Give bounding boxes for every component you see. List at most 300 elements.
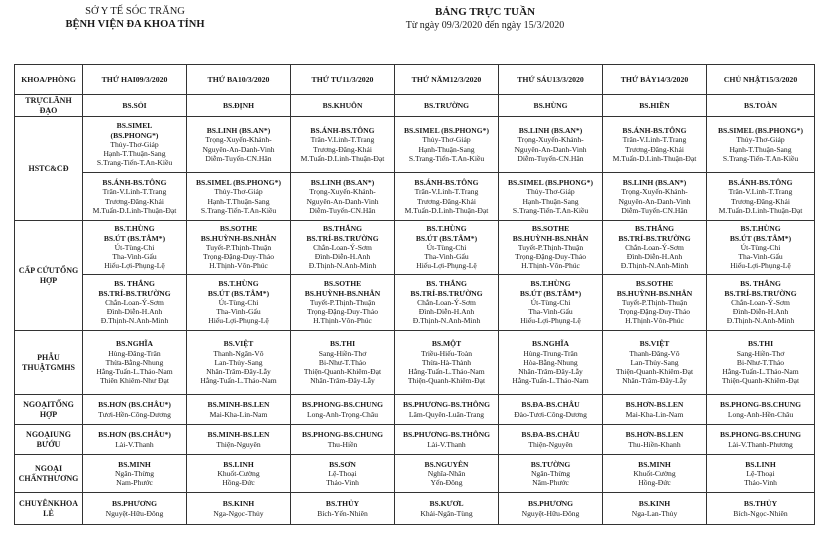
staff-names: Hằng-Tuấn-L.Thảo-Nam xyxy=(96,367,173,377)
staff-names: Chắn-Loan-Ý-Sơm xyxy=(313,242,372,252)
table-row xyxy=(15,425,815,455)
department-label-line: PHẪU THUẬT xyxy=(22,353,60,372)
table-row xyxy=(15,95,815,117)
doctor-name: BS.ÁNH-BS.TÔNG xyxy=(310,126,375,136)
doctor-name: BS.LINH (BS.AN*) xyxy=(518,126,583,136)
department-label-line: NGOẠI CHẤN xyxy=(18,464,63,483)
schedule-cell xyxy=(83,221,187,275)
schedule-cell xyxy=(603,395,707,425)
department-label-line: HSTC&CĐ xyxy=(28,163,69,173)
department-label xyxy=(15,221,83,331)
staff-names: Trọng-Xuyến-Khánh- xyxy=(205,135,272,145)
doctor-name: BS.TOÀN xyxy=(744,100,777,110)
staff-names: Sang-Hiền-Thơ xyxy=(318,348,367,358)
schedule-cell xyxy=(499,455,603,493)
doctor-name: BS.KINH xyxy=(222,499,255,509)
schedule-cell xyxy=(291,173,395,221)
staff-names: H.Thịnh-Võn-Phúc xyxy=(313,316,372,326)
staff-names: Trọng-Đặng-Duy-Thảo xyxy=(618,307,690,317)
staff-names: M.Tuấn-D.Linh-Thuận-Đạt xyxy=(718,205,803,215)
doctor-name: BS.KƯƠL xyxy=(429,499,464,509)
doctor-name: BS.SOTHE xyxy=(531,224,570,234)
staff-names: Hạnh-T.Thuận-Sang xyxy=(103,149,166,159)
staff-names: Chắn-Loan-Ý-Sơm xyxy=(625,242,684,252)
schedule-cell xyxy=(187,173,291,221)
staff-names: Lâm-Quyên-Luân-Trang xyxy=(408,409,485,419)
schedule-cell xyxy=(187,95,291,117)
staff-names: Nam-Phước xyxy=(116,478,153,488)
doctor-name: BS. THẮNG xyxy=(114,279,155,289)
department-label-line: KHOA LẺ xyxy=(43,499,79,518)
doctor-name: BS.SIMEL (BS.PHONG*) xyxy=(507,178,594,188)
staff-names: Mai-Kha-Lin-Nam xyxy=(625,409,684,419)
staff-names: Lan-Thủy-Sang xyxy=(630,357,679,367)
schedule-cell xyxy=(603,95,707,117)
schedule-cell xyxy=(395,455,499,493)
staff-names: Hạnh-T.Thuận-Sang xyxy=(729,144,792,154)
corner-header xyxy=(15,65,83,95)
staff-names: Nhân-Trâm-Đây-Lẫy xyxy=(518,367,583,377)
staff-names: Trân-V.Linh-T.Trang xyxy=(102,187,167,197)
staff-names: H.Thịnh-Võn-Phúc xyxy=(209,261,268,271)
staff-names: Nguyệt-Hữu-Đông xyxy=(105,508,164,518)
schedule-cell xyxy=(187,425,291,455)
schedule-cell xyxy=(499,95,603,117)
corner-label: PHÒNG xyxy=(47,74,76,84)
doctor-name: BS.LINH xyxy=(745,459,776,469)
doctor-name: BS.TƯỜNG xyxy=(530,459,571,469)
schedule-cell xyxy=(83,95,187,117)
staff-names: S.Trang-Tiến-T.An-Kiều xyxy=(408,153,485,163)
doctor-name: BS.THI xyxy=(747,339,774,349)
staff-names: Hồng-Đức xyxy=(222,478,255,488)
department-label-line: CHUYÊN xyxy=(18,499,54,509)
schedule-cell xyxy=(707,455,815,493)
schedule-cell xyxy=(707,173,815,221)
staff-names: M.Tuấn-D.Linh-Thuận-Đạt xyxy=(300,153,385,163)
doctor-name: BS.THỦY xyxy=(743,499,778,509)
org-hospital: BỆNH VIỆN ĐA KHOA TỈNH xyxy=(65,19,205,30)
staff-names: Nguyên-An-Danh-Vinh xyxy=(306,196,379,206)
doctor-name: BS.SIMEL (BS.PHONG*) xyxy=(403,126,490,136)
staff-names: Khuốt-Cường xyxy=(217,468,260,478)
doctor-name: BS.THỦY xyxy=(325,499,360,509)
staff-names: Thu-Hiền xyxy=(327,439,358,449)
schedule-cell xyxy=(187,275,291,331)
department-label-line: TỔNG HỢP xyxy=(39,400,74,419)
staff-names: Trân-V.Linh-T.Trang xyxy=(414,187,479,197)
department-label xyxy=(15,95,83,117)
staff-names: Thiện-Nguyên xyxy=(528,439,573,449)
department-label-line: CẤP CỨU xyxy=(18,266,55,276)
staff-names: S.Trang-Tiến-T.An-Kiều xyxy=(96,158,173,168)
staff-names: Triều-Hiếu-Toàn xyxy=(420,348,473,358)
doctor-name: BS.PHƯƠNG xyxy=(111,499,158,509)
doctor-name: BS.PHONG-BS.CHUNG xyxy=(719,400,801,410)
staff-names: Đ.Thịnh-N.Anh-Minh xyxy=(620,261,689,271)
doctor-name: BS.TRƯỜNG xyxy=(423,100,470,110)
doctor-name: BS. THẮNG xyxy=(740,279,781,289)
staff-names: Bi-Như-T.Thảo xyxy=(736,357,785,367)
doctor-name: BS.TRÍ-BS.TRƯỜNG xyxy=(306,233,379,243)
staff-names: Mai-Kha-Lin-Nam xyxy=(209,409,268,419)
day-header xyxy=(603,65,707,95)
doctor-name: BS.LINH (BS.AN*) xyxy=(206,126,271,136)
staff-names: Hằng-Tuấn-L.Thảo-Nam xyxy=(512,376,589,386)
schedule-cell xyxy=(83,173,187,221)
staff-names: Hạnh-Thuận-Sang xyxy=(522,196,579,206)
department-label xyxy=(15,331,83,395)
schedule-cell xyxy=(395,173,499,221)
staff-names: Tươi-Hền-Công-Dương xyxy=(98,409,171,419)
doctor-name: BS.HƠN (BS.CHÂU*) xyxy=(98,400,171,410)
staff-names: Thiện-Quanh-Khiêm-Đạt xyxy=(615,367,694,377)
doctor-name: BS.LINH (BS.AN*) xyxy=(310,178,375,188)
staff-names: Đình-Diễn-H.Anh xyxy=(418,307,475,317)
schedule-cell xyxy=(603,173,707,221)
doctor-name: BS.NGHĨA xyxy=(532,339,569,349)
schedule-cell xyxy=(291,395,395,425)
staff-names: Diễm-Tuyến-CN.Hân xyxy=(205,153,272,163)
day-name: THỨ BẢY xyxy=(620,74,657,84)
staff-names: Bích-Yến-Nhiên xyxy=(317,508,368,518)
doctor-name: BS.LINH (BS.AN*) xyxy=(622,178,687,188)
staff-names: Hiếu-Lợi-Phụng-Lệ xyxy=(104,261,165,271)
schedule-cell xyxy=(499,493,603,525)
table-row xyxy=(15,221,815,275)
doctor-name: BS.PHƯƠNG-BS.THÔNG xyxy=(402,430,491,440)
staff-names: Thủy-Thơ-Giáp xyxy=(422,135,471,145)
doctor-name: BS.TRÍ-BS.TRƯỜNG xyxy=(98,288,171,298)
schedule-cell xyxy=(187,221,291,275)
department-label xyxy=(15,395,83,425)
staff-names: Trân-V.Linh-T.Trang xyxy=(622,135,687,145)
day-header xyxy=(291,65,395,95)
staff-names: Út-Tùng-Chi xyxy=(426,242,467,252)
schedule-cell xyxy=(499,221,603,275)
staff-names: Nhân-Trâm-Đây-Lẫy xyxy=(622,376,687,386)
schedule-cell xyxy=(707,275,815,331)
department-label-line: NGOẠI xyxy=(26,430,54,440)
doctor-name: BS.HƠN-BS.LEN xyxy=(625,430,684,440)
department-label-line: NGOẠI xyxy=(23,400,51,410)
doctor-name: BS.ÚT (BS.TÂM*) xyxy=(207,288,270,298)
staff-names: Đình-Diễn-H.Anh xyxy=(626,252,683,262)
schedule-cell xyxy=(395,493,499,525)
schedule-cell xyxy=(707,493,815,525)
doctor-name: BS.HÙNG xyxy=(533,100,568,110)
department-label-line: TRỰC xyxy=(25,96,49,106)
staff-names: Hạnh-Thuận-Sang xyxy=(418,144,475,154)
staff-names: Chắn-Loan-Ý-Sơm xyxy=(105,297,164,307)
staff-names: Khuốt-Cường xyxy=(633,468,676,478)
staff-names: Nga-Lan-Thủy xyxy=(631,508,678,518)
staff-names: Trương-Đăng-Khải xyxy=(313,144,372,154)
schedule-cell xyxy=(603,221,707,275)
schedule-cell xyxy=(83,493,187,525)
staff-names: Lài-V.Thanh-Phương xyxy=(728,439,793,449)
schedule-cell xyxy=(291,331,395,395)
schedule-cell xyxy=(707,331,815,395)
department-label-line: GMHS xyxy=(50,362,75,372)
staff-names: Hằng-Tuấn-L.Thảo-Nam xyxy=(722,367,799,377)
doctor-name: BS.MỘT xyxy=(431,339,462,349)
staff-names: M.Tuấn-D.Linh-Thuận-Đạt xyxy=(404,205,489,215)
staff-names: S.Trang-Tiến-T.An-Kiều xyxy=(722,153,799,163)
day-date: 14/3/2020 xyxy=(656,74,689,84)
schedule-cell xyxy=(395,395,499,425)
staff-names: Diễm-Tuyến-CN.Hân xyxy=(309,205,376,215)
staff-names: Bi-Như-T.Thảo xyxy=(318,357,367,367)
org-department: SỞ Y TẾ SÓC TRĂNG xyxy=(85,6,185,17)
table-body xyxy=(15,95,815,525)
table-row xyxy=(15,493,815,525)
staff-names: Đ.Thịnh-N.Anh-Minh xyxy=(412,316,481,326)
staff-names: Thiện-Quanh-Khiêm-Đạt xyxy=(303,367,382,377)
doctor-name: BS.ÁNH-BS.TÔNG xyxy=(622,126,687,136)
doctor-name: BS.PHƯƠNG-BS.THÔNG xyxy=(402,400,491,410)
staff-names: Thanh-Đăng-Vô xyxy=(629,348,680,358)
staff-names: Hùng-Đăng-Trân xyxy=(108,348,161,358)
doctor-name: BS.ÚT (BS.TÂM*) xyxy=(415,233,478,243)
department-label xyxy=(15,117,83,221)
staff-names: Lệ-Thoại xyxy=(746,468,775,478)
schedule-cell xyxy=(83,331,187,395)
day-name: THỨ TƯ xyxy=(311,74,343,84)
doctor-name: BS.SƠN xyxy=(329,459,356,469)
doctor-name: BS. THẮNG xyxy=(426,279,467,289)
doctor-name: BS.T.HÙNG xyxy=(218,279,259,289)
schedule-cell xyxy=(707,395,815,425)
doctor-name: BS.PHONG-BS.CHUNG xyxy=(301,400,383,410)
staff-names: H.Thịnh-Võn-Phúc xyxy=(521,261,580,271)
day-header xyxy=(187,65,291,95)
staff-names: Hòa-Bằng-Nhung xyxy=(523,357,578,367)
doctor-name: BS.ĐỊNH xyxy=(222,100,255,110)
day-name: CHỦ NHẬT xyxy=(723,74,766,84)
doctor-name: BS.SIMEL (BS.PHONG*) xyxy=(717,126,804,136)
staff-names: Trương-Đăng-Khải xyxy=(625,144,684,154)
department-label-line: UNG BƯỚU xyxy=(36,430,71,449)
staff-names: Nhân-Trâm-Đây-Lẫy xyxy=(206,367,271,377)
schedule-cell xyxy=(707,95,815,117)
staff-names: Khải-Ngân-Tùng xyxy=(420,508,473,518)
staff-names: Nguyệt-Hữu-Đông xyxy=(521,508,580,518)
doctor-name: BS.SIMEL (BS.PHONG*) xyxy=(195,178,282,188)
doctor-name: BS.MINH xyxy=(638,459,671,469)
staff-names: Út-Tùng-Chi xyxy=(740,242,781,252)
day-date: 11/3/2020 xyxy=(342,74,374,84)
doctor-name: BS.PHONG-BS.CHUNG xyxy=(301,430,383,440)
schedule-cell xyxy=(499,275,603,331)
doctor-name: BS.HUỲNH-BS.NHÂN xyxy=(304,288,381,298)
staff-names: Sang-Hiền-Thơ xyxy=(736,348,785,358)
staff-names: Nguyên-An-Danh-Vinh xyxy=(514,144,587,154)
staff-names: S.Trang-Tiến-T.An-Kiều xyxy=(512,205,589,215)
staff-names: Thiện-Quanh-Khiêm-Đạt xyxy=(407,376,486,386)
schedule-cell xyxy=(291,275,395,331)
staff-names: Trọng-Đặng-Duy-Thảo xyxy=(202,252,274,262)
schedule-cell xyxy=(499,395,603,425)
table-row xyxy=(15,117,815,173)
schedule-cell xyxy=(395,95,499,117)
schedule-cell xyxy=(83,395,187,425)
staff-names: Lệ-Thoại xyxy=(328,468,357,478)
schedule-cell xyxy=(291,493,395,525)
schedule-cell xyxy=(707,425,815,455)
doctor-name: BS.MINH-BS.LEN xyxy=(207,430,270,440)
day-header xyxy=(83,65,187,95)
schedule-cell xyxy=(603,117,707,173)
staff-names: Diễm-Tuyến-CN.Hân xyxy=(517,153,584,163)
schedule-cell xyxy=(291,455,395,493)
schedule-cell xyxy=(499,331,603,395)
staff-names: Hiếu-Lợi-Phụng-Lệ xyxy=(208,316,269,326)
staff-names: Tuyết-P.Thịnh-Thuận xyxy=(621,297,688,307)
staff-names: Trương-Đăng-Khải xyxy=(417,196,476,206)
table-row xyxy=(15,395,815,425)
staff-names: Long-Anh-Trọng-Châu xyxy=(306,409,378,419)
doctor-name: BS.ÚT (BS.TÂM*) xyxy=(729,233,792,243)
doctor-name: BS.SỎI xyxy=(122,100,147,110)
department-label xyxy=(15,493,83,525)
day-date: 13/3/2020 xyxy=(552,74,584,84)
doctor-name: (BS.PHONG*) xyxy=(110,130,159,140)
staff-names: Diễm-Tuyến-CN.Hân xyxy=(621,205,688,215)
schedule-cell xyxy=(395,425,499,455)
doctor-name: BS.ĐA-BS.CHÂU xyxy=(521,430,580,440)
staff-names: Thảo-Vinh xyxy=(326,478,359,488)
staff-names: Thiện-Nguyên xyxy=(216,439,261,449)
schedule-cell xyxy=(499,117,603,173)
staff-names: Trọng-Đặng-Duy-Thảo xyxy=(514,252,586,262)
date-range: Từ ngày 09/3/2020 đến ngày 15/3/2020 xyxy=(405,20,565,31)
staff-names: Thảo-Vinh xyxy=(744,478,777,488)
doctor-name: BS.T.HÙNG xyxy=(426,224,467,234)
doctor-name: BS.T.HÙNG xyxy=(530,279,571,289)
day-date: 09/3/2020 xyxy=(135,74,168,84)
doctor-name: BS.SOTHE xyxy=(219,224,258,234)
doctor-name: BS.LINH xyxy=(223,459,254,469)
corner-label: KHOA/ xyxy=(21,74,48,84)
doctor-name: BS.ÁNH-BS.TÔNG xyxy=(102,178,167,188)
staff-names: Út-Tùng-Chi xyxy=(218,297,259,307)
doctor-name: BS.ÁNH-BS.TÔNG xyxy=(728,178,793,188)
department-label-line: THƯƠNG xyxy=(42,473,79,483)
staff-names: M.Tuấn-D.Linh-Thuận-Đạt xyxy=(612,153,697,163)
doctor-name: BS.NGUYÊN xyxy=(424,459,469,469)
schedule-cell xyxy=(291,95,395,117)
staff-names: Đình-Diễn-H.Anh xyxy=(732,307,789,317)
doctor-name: BS.TRÍ-BS.TRƯỜNG xyxy=(410,288,483,298)
department-label-line: TỔNG HỢP xyxy=(39,266,79,285)
schedule-cell xyxy=(187,455,291,493)
staff-names: Nguyên-An-Danh-Vinh xyxy=(618,196,691,206)
staff-names: Chắn-Loan-Ý-Sơm xyxy=(417,297,476,307)
doctor-name: BS.PHƯƠNG xyxy=(527,499,574,509)
schedule-cell xyxy=(395,275,499,331)
org-header xyxy=(40,6,230,30)
staff-names: Trân-V.Linh-T.Trang xyxy=(310,135,375,145)
staff-names: Ngân-Thừng xyxy=(530,468,571,478)
doctor-name: BS.HƠN-BS.LEN xyxy=(625,400,684,410)
doctor-name: BS.T.HÙNG xyxy=(114,224,155,234)
staff-names: M.Tuấn-D.Linh-Thuận-Đạt xyxy=(92,205,177,215)
staff-names: Hùng-Trung-Trân xyxy=(523,348,578,358)
staff-names: Trọng-Đặng-Duy-Thảo xyxy=(306,307,378,317)
schedule-cell xyxy=(603,493,707,525)
staff-names: Thiên Khiêm-Như Đạt xyxy=(99,376,170,386)
staff-names: Đ.Thịnh-N.Anh-Minh xyxy=(726,316,795,326)
staff-names: Lan-Thủy-Sang xyxy=(214,357,263,367)
staff-names: Thủy-Thơ-Giáp xyxy=(214,187,263,197)
schedule-cell xyxy=(187,117,291,173)
doctor-name: BS.NGHĨA xyxy=(116,339,153,349)
staff-names: Tha-Vinh-Gấu xyxy=(424,252,469,262)
day-date: 12/3/2020 xyxy=(449,74,482,84)
schedule-cell xyxy=(707,221,815,275)
day-date: 15/3/2020 xyxy=(765,74,798,84)
staff-names: Bích-Ngọc-Nhiên xyxy=(733,508,788,518)
doctor-name: BS.TRÍ-BS.TRƯỜNG xyxy=(724,288,797,298)
staff-names: Nghĩa-Nhân xyxy=(427,468,466,478)
doctor-name: BS.SOTHE xyxy=(635,279,674,289)
staff-names: Hiếu-Lợi-Phụng-Lệ xyxy=(416,261,477,271)
doctor-name: BS.HUỲNH-BS.NHÂN xyxy=(200,233,277,243)
schedule-cell xyxy=(707,117,815,173)
staff-names: Tuyết-P.Thịnh-Thuận xyxy=(205,242,272,252)
staff-names: Đ.Thịnh-N.Anh-Minh xyxy=(308,261,377,271)
doctor-name: BS.ÁNH-BS.TÔNG xyxy=(414,178,479,188)
staff-names: Trương-Đăng-Khải xyxy=(731,196,790,206)
schedule-cell xyxy=(83,455,187,493)
staff-names: Đào-Tươi-Công-Dương xyxy=(514,409,587,419)
schedule-cell xyxy=(187,331,291,395)
department-label xyxy=(15,455,83,493)
staff-names: Tha-Vinh-Gấu xyxy=(528,307,573,317)
schedule-cell xyxy=(499,173,603,221)
doctor-name: BS.TRÍ-BS.TRƯỜNG xyxy=(618,233,691,243)
doctor-name: BS.SIMEL xyxy=(116,121,153,131)
day-name: THỨ BA xyxy=(207,74,238,84)
schedule-cell xyxy=(603,275,707,331)
staff-names: Trân-V.Linh-T.Trang xyxy=(728,187,793,197)
doctor-name: BS.THI xyxy=(329,339,356,349)
staff-names: Lài-V.Thanh xyxy=(115,439,154,449)
duty-schedule-table xyxy=(14,64,815,525)
schedule-cell xyxy=(603,331,707,395)
staff-names: Tuyết-P.Thịnh-Thuận xyxy=(309,297,376,307)
department-label-line: LÃNH ĐẠO xyxy=(39,96,72,115)
doctor-name: BS.HƠN (BS.CHÂU*) xyxy=(98,430,171,440)
staff-names: Trọng-Xuyến-Khánh- xyxy=(309,187,376,197)
staff-names: Út-Tùng-Chi xyxy=(114,242,155,252)
schedule-cell xyxy=(187,493,291,525)
doctor-name: BS.PHONG-BS.CHUNG xyxy=(719,430,801,440)
table-row xyxy=(15,455,815,493)
staff-names: S.Trang-Tiến-T.An-Kiều xyxy=(200,205,277,215)
staff-names: Đình-Diễn-H.Anh xyxy=(314,252,371,262)
staff-names: Nâm-Phước xyxy=(532,478,569,488)
staff-names: Hằng-Tuấn-L.Thảo-Nam xyxy=(200,376,277,386)
staff-names: Hằng-Tuấn-L.Thảo-Nam xyxy=(408,367,485,377)
doctor-name: BS.THẮNG xyxy=(634,224,675,234)
day-name: THỨ HAI xyxy=(101,74,136,84)
doctor-name: BS.T.HÙNG xyxy=(740,224,781,234)
staff-names: Hồng-Đức xyxy=(638,478,671,488)
doctor-name: BS.SOTHE xyxy=(323,279,362,289)
schedule-cell xyxy=(291,425,395,455)
